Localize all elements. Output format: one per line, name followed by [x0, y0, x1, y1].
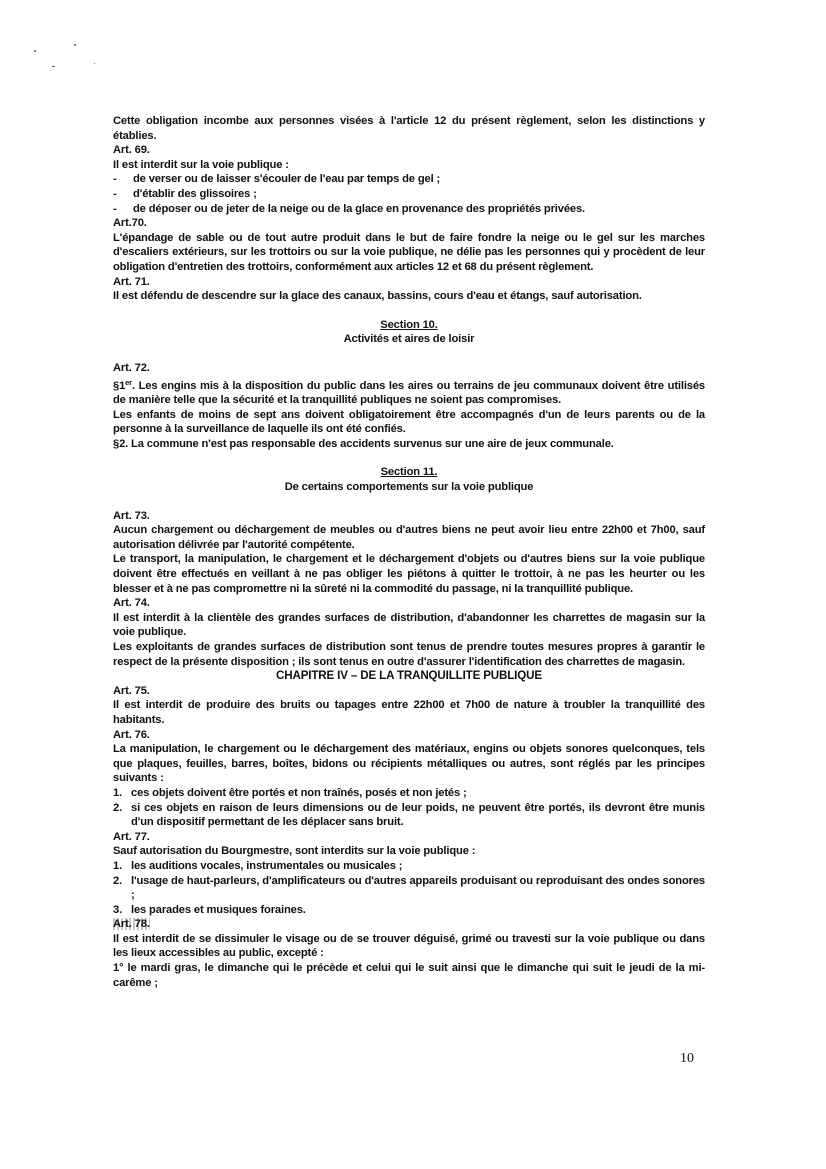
s1-text: . Les engins mis à la disposition du public dans les aires ou terrains de jeu communaux doivent être utilisés de manière telle que la sécurité et la tranquillité publiques ne soient pas compromises.: [113, 379, 705, 407]
article-78-text: Il est interdit de se dissimuler le visage ou de se trouver déguisé, grimé ou travesti sur la voie publique ou dans les lieux accessibles au public, excepté :: [113, 932, 705, 960]
article-heading-70: Art.70.: [113, 217, 147, 230]
list-text: si ces objets en raison de leurs dimensions ou de leur poids, ne peuvent être portés, ils devront être munis d'un dispositif permettant de les déplacer sans bruit.: [131, 801, 705, 829]
list-item: - de déposer ou de jeter de la neige ou de la glace en provenance des propriétés privées.: [113, 202, 705, 217]
article-heading-78: [113, 917, 705, 932]
article-76-list: [113, 786, 705, 830]
article-heading-69: Art. 69.: [113, 144, 150, 157]
article-74-p2: Les exploitants de grandes surfaces de distribution sont tenus de prendre toutes mesures propres à garantir le respect de la présente disposition ; ils sont tenus en outre d'assurer l'identification des charrettes de magasin.: [113, 641, 705, 668]
article-76-text: La manipulation, le chargement ou le déchargement des matériaux, engins ou objets sonores quelconques, tels que plaques, feuilles, barres, boîtes, bidons ou récipients métalliques ou autres, sont réglés par les principes suivants :: [113, 743, 705, 785]
article-69-list: [113, 172, 705, 216]
list-text: les parades et musiques foraines.: [131, 903, 306, 916]
article-72-s2: §2. La commune n'est pas responsable des accidents survenus sur une aire de jeux communale.: [113, 437, 614, 450]
article-heading-71: Art. 71.: [113, 275, 150, 288]
list-text: les auditions vocales, instrumentales ou musicales ;: [131, 859, 403, 872]
section-10-title: Section 10.: [380, 318, 438, 331]
article-77-list: [113, 859, 705, 917]
scan-speck: [52, 66, 55, 67]
chapter-title: CHAPITRE IV – DE LA TRANQUILLITE PUBLIQUE: [276, 669, 542, 683]
scan-speck: [74, 44, 76, 46]
article-72-p2: Les enfants de moins de sept ans doivent obligatoirement être accompagnés d'un de leurs parents ou de la personne à la surveillance de laquelle ils ont été confiés.: [113, 408, 705, 436]
section-11-subtitle: De certains comportements sur la voie publique: [284, 481, 534, 494]
list-text: ces objets doivent être portés et non traînés, posés et non jetés ;: [131, 786, 467, 799]
article-heading-76: Art. 76.: [113, 728, 150, 741]
article-72-s1: [113, 376, 705, 408]
article-73-p2: Le transport, la manipulation, le chargement et le déchargement d'objets ou d'autres biens sur la voie publique doivent être effectués en veillant à ne pas obliger les piétons à quitter le trottoir, à ne pas les heurter ou les blesser et à ne pas compromettre ni la sûreté ni la commodité du passage, ni la tranquillité publique.: [113, 553, 705, 595]
article-77-text: Sauf autorisation du Bourgmestre, sont interdits sur la voie publique :: [113, 845, 476, 858]
paragraph-intro: Cette obligation incombe aux personnes visées à l'article 12 du présent règlement, selon les distinctions y établies.: [113, 115, 705, 142]
list-item: - d'établir des glissoires ;: [113, 187, 705, 202]
list-item: [113, 859, 705, 874]
article-73-p1: Aucun chargement ou déchargement de meubles ou d'autres biens ne peut avoir lieu entre 22h00 et 7h00, sauf autorisation délivrée par l'autorité compétente.: [113, 524, 705, 551]
list-number: 2.: [113, 801, 123, 814]
list-number: 3.: [113, 903, 123, 916]
s1-prefix: §1: [113, 379, 126, 392]
article-heading-75: Art. 75.: [113, 684, 150, 697]
list-item: [113, 903, 705, 918]
article-71-text: Il est défendu de descendre sur la glace des canaux, bassins, cours d'eau et étangs, sauf autorisation.: [113, 290, 642, 303]
article-heading-72: Art. 72.: [113, 361, 150, 374]
page-number: 10: [680, 1051, 694, 1066]
list-item: [113, 874, 705, 903]
section-10-subtitle: Activités et aires de loisir: [343, 333, 475, 346]
list-item: - de verser ou de laisser s'écouler de l'eau par temps de gel ;: [113, 172, 705, 187]
article-78-item-1: 1° le mardi gras, le dimanche qui le précède et celui qui le suit ainsi que le dimanche qui suit le jeudi de la mi-carême ;: [113, 962, 705, 989]
list-number: 1.: [113, 859, 123, 872]
list-number: 2.: [113, 874, 123, 887]
article-heading-74: Art. 74.: [113, 597, 150, 610]
list-item: [113, 801, 705, 830]
art-78-label: Art. 78.: [113, 918, 150, 931]
article-heading-77: Art. 77.: [113, 830, 150, 843]
section-10-heading: [113, 318, 705, 347]
section-11-title: Section 11.: [380, 466, 438, 479]
document-body: [113, 114, 705, 990]
list-number: 1.: [113, 786, 123, 799]
article-75-text: Il est interdit de produire des bruits ou tapages entre 22h00 et 7h00 de nature à troubler la tranquillité des habitants.: [113, 699, 705, 726]
section-11-heading: [113, 465, 705, 494]
article-70-text: L'épandage de sable ou de tout autre produit dans le but de faire fondre la neige ou le gel sur les marches d'escaliers extérieurs, sur les trottoirs ou sur la voie publique, ne délie pas les personnes qui y procèdent de leur obligation d'entretien des trottoirs, conformément aux articles 12 et 68 du présent règlement.: [113, 231, 705, 273]
scan-speck: [34, 50, 36, 52]
list-text: l'usage de haut-parleurs, d'amplificateurs ou d'autres appareils produisant ou reproduisant des ondes sonores ;: [131, 874, 705, 902]
article-69-text: Il est interdit sur la voie publique :: [113, 158, 289, 171]
article-74-p1: Il est interdit à la clientèle des grandes surfaces de distribution, d'abandonner les charrettes de magasin sur la voie publique.: [113, 611, 705, 639]
list-item: [113, 786, 705, 801]
scan-speck: [94, 63, 95, 64]
article-heading-73: Art. 73.: [113, 509, 150, 522]
s1-superscript: er: [125, 377, 132, 387]
